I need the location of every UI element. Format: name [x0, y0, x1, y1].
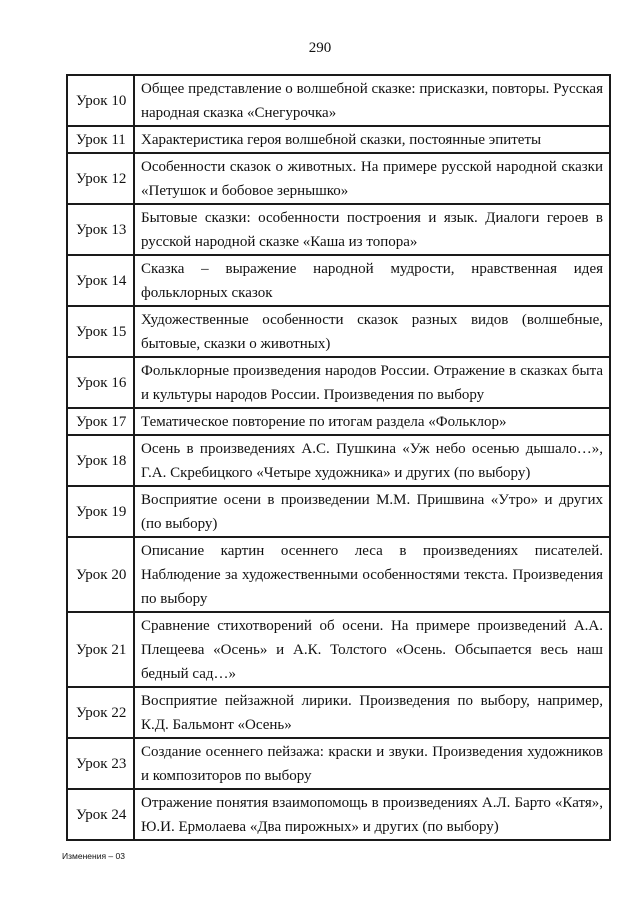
lesson-rows — [67, 75, 610, 840]
table-row — [67, 75, 610, 126]
lesson-label: Урок 10 — [67, 75, 134, 126]
lesson-description: Сказка – выражение народной мудрости, нравственная идея фольклорных сказок — [134, 255, 610, 306]
lesson-label: Урок 22 — [67, 687, 134, 738]
lesson-description: Восприятие пейзажной лирики. Произведения по выбору, например, К.Д. Бальмонт «Осень» — [134, 687, 610, 738]
lesson-description: Описание картин осеннего леса в произведениях писателей. Наблюдение за художественными особенностями текста. Произведения по выбору — [134, 537, 610, 612]
lesson-description: Отражение понятия взаимопомощь в произведениях А.Л. Барто «Катя», Ю.И. Ермолаева «Два пирожных» и других (по выбору) — [134, 789, 610, 840]
table-row — [67, 687, 610, 738]
table-row — [67, 255, 610, 306]
table-row — [67, 612, 610, 687]
table-row — [67, 789, 610, 840]
lesson-label: Урок 17 — [67, 408, 134, 435]
table-row — [67, 204, 610, 255]
lesson-description: Восприятие осени в произведении М.М. Пришвина «Утро» и других (по выбору) — [134, 486, 610, 537]
footer-note: Изменения – 03 — [62, 851, 125, 861]
lesson-description: Особенности сказок о животных. На примере русской народной сказки «Петушок и бобовое зернышко» — [134, 153, 610, 204]
lesson-label: Урок 23 — [67, 738, 134, 789]
table-row — [67, 486, 610, 537]
table-row — [67, 126, 610, 153]
lesson-label: Урок 12 — [67, 153, 134, 204]
table-row — [67, 537, 610, 612]
lesson-description: Создание осеннего пейзажа: краски и звуки. Произведения художников и композиторов по выбору — [134, 738, 610, 789]
lesson-description: Художественные особенности сказок разных видов (волшебные, бытовые, сказки о животных) — [134, 306, 610, 357]
lesson-description: Характеристика героя волшебной сказки, постоянные эпитеты — [134, 126, 610, 153]
table-row — [67, 738, 610, 789]
lesson-description: Сравнение стихотворений об осени. На примере произведений А.А. Плещеева «Осень» и А.К. Толстого «Осень. Обсыпается весь наш бедный сад…» — [134, 612, 610, 687]
page-number: 290 — [308, 40, 332, 56]
table-row — [67, 306, 610, 357]
table-row — [67, 435, 610, 486]
lesson-label: Урок 16 — [67, 357, 134, 408]
table-row — [67, 357, 610, 408]
lesson-label: Урок 24 — [67, 789, 134, 840]
lesson-label: Урок 14 — [67, 255, 134, 306]
lesson-description: Бытовые сказки: особенности построения и язык. Диалоги героев в русской народной сказке «Каша из топора» — [134, 204, 610, 255]
lesson-description: Общее представление о волшебной сказке: присказки, повторы. Русская народная сказка «Снегурочка» — [134, 75, 610, 126]
table-row — [67, 408, 610, 435]
lesson-table — [66, 74, 611, 841]
lesson-label: Урок 13 — [67, 204, 134, 255]
lesson-label: Урок 21 — [67, 612, 134, 687]
table-row — [67, 153, 610, 204]
lesson-label: Урок 11 — [67, 126, 134, 153]
lesson-description: Осень в произведениях А.С. Пушкина «Уж небо осенью дышало…», Г.А. Скребицкого «Четыре художника» и других (по выбору) — [134, 435, 610, 486]
lesson-label: Урок 20 — [67, 537, 134, 612]
lesson-description: Тематическое повторение по итогам раздела «Фольклор» — [134, 408, 610, 435]
lesson-label: Урок 18 — [67, 435, 134, 486]
lesson-label: Урок 15 — [67, 306, 134, 357]
lesson-description: Фольклорные произведения народов России. Отражение в сказках быта и культуры народов России. Произведения по выбору — [134, 357, 610, 408]
lesson-label: Урок 19 — [67, 486, 134, 537]
